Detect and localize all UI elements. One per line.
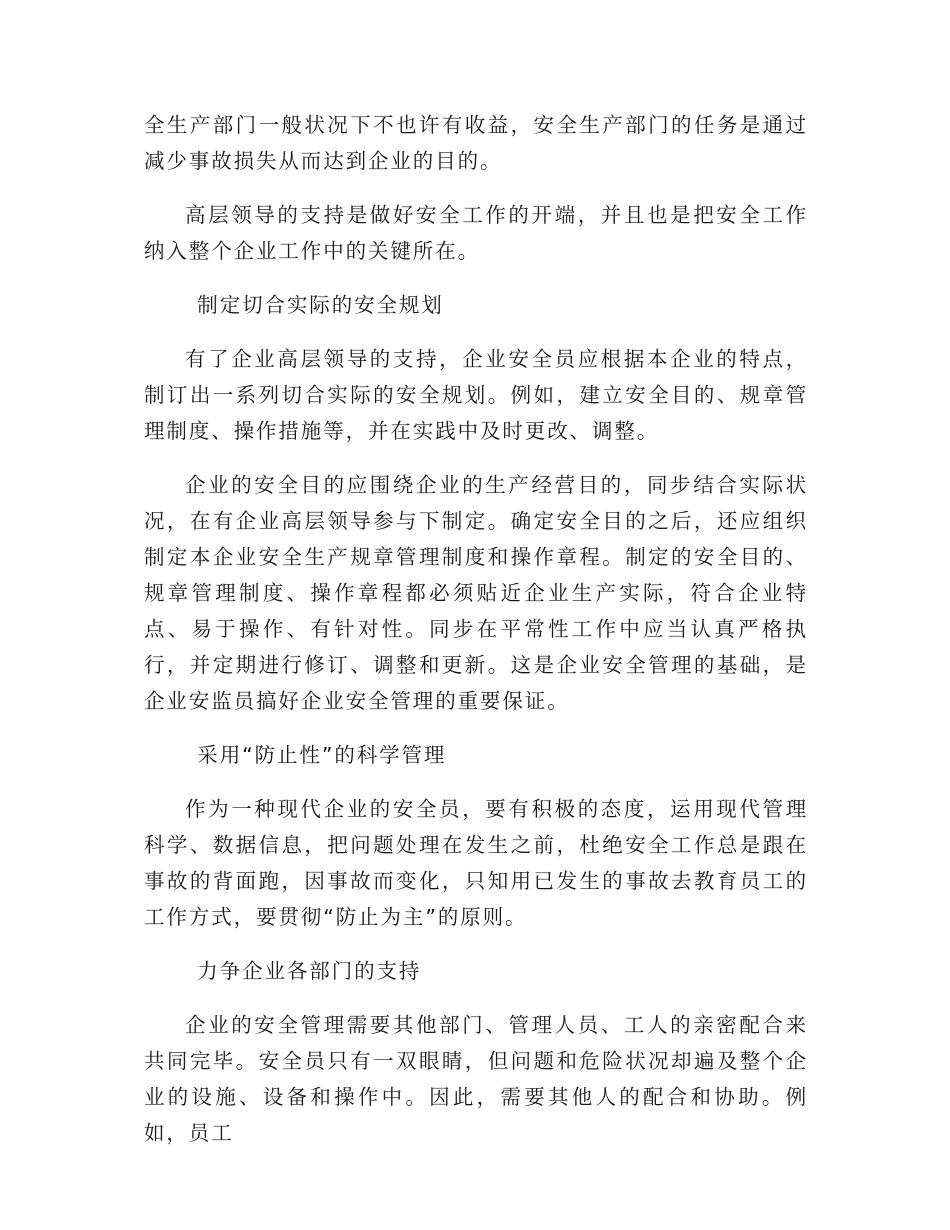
paragraph-safety-plan: 有了企业高层领导的支持，企业安全员应根据本企业的特点，制订出一系列切合实际的安全规划。例如，建立安全目的、规章管理制度、操作措施等，并在实践中及时更改、调整。 [144, 347, 808, 443]
section-heading-safety-plan: 制定切合实际的安全规划 [197, 293, 444, 317]
paragraph-leadership-support: 高层领导的支持是做好安全工作的开端，并且也是把安全工作纳入整个企业工作中的关键所在。 [144, 203, 808, 263]
paragraph-department-support: 企业的安全管理需要其他部门、管理人员、工人的亲密配合来共同完毕。安全员只有一双眼睛，但问题和危险状况却遍及整个企业的设施、设备和操作中。因此，需要其他人的配合和协助。例如，员工 [144, 1013, 808, 1145]
paragraph-preventive-management: 作为一种现代企业的安全员，要有积极的态度，运用现代管理科学、数据信息，把问题处理在发生之前，杜绝安全工作总是跟在事故的背面跑，因事故而变化，只知用已发生的事故去教育员工的工作方式，要贯彻“防止为主”的原则。 [144, 797, 808, 929]
paragraph-continuation: 全生产部门一般状况下不也许有收益，安全生产部门的任务是通过减少事故损失从而达到企业的目的。 [144, 113, 808, 173]
document-body [144, 107, 808, 1169]
section-heading-department-support: 力争企业各部门的支持 [197, 959, 422, 983]
section-heading-preventive-management: 采用“防止性”的科学管理 [197, 743, 447, 767]
paragraph-safety-goals: 企业的安全目的应围绕企业的生产经营目的，同步结合实际状况，在有企业高层领导参与下制定。确定安全目的之后，还应组织制定本企业安全生产规章管理制度和操作章程。制定的安全目的、规章管理制度、操作章程都必须贴近企业生产实际，符合企业特点、易于操作、有针对性。同步在平常性工作中应当认真严格执行，并定期进行修订、调整和更新。这是企业安全管理的基础，是企业安监员搞好企业安全管理的重要保证。 [144, 473, 808, 713]
